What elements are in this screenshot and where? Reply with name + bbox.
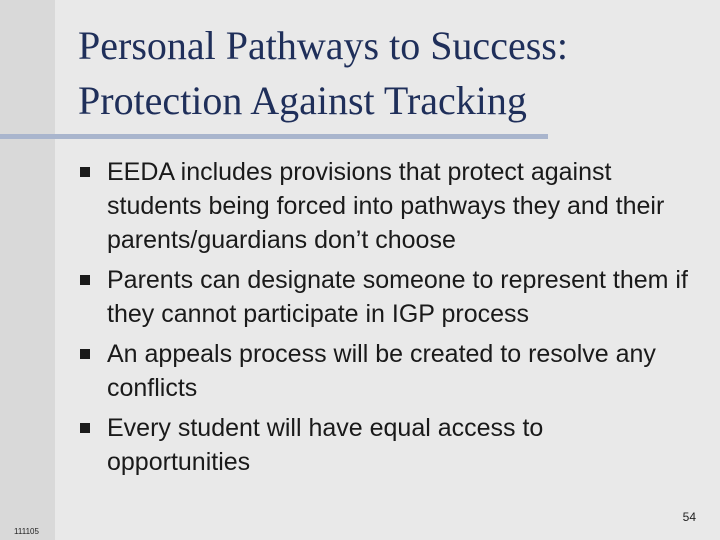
bullet-item-2 (80, 263, 690, 331)
bullet-text-4: Every student will have equal access to opportunities (107, 414, 544, 476)
title-line-2: Protection Against Tracking (78, 78, 527, 123)
bullet-item-4 (80, 411, 690, 479)
bullet-item-1 (80, 155, 690, 257)
bullet-item-3 (80, 337, 690, 405)
bullet-text-1: EEDA includes provisions that protect against students being forced into pathways they and their parents/guardians don’t choose (107, 158, 665, 254)
slide-title (78, 18, 678, 128)
square-bullet-icon (80, 423, 90, 433)
left-band-decoration (0, 0, 55, 540)
footer-code: 111105 (14, 527, 39, 536)
page-number: 54 (682, 510, 696, 524)
bullet-text-2: Parents can designate someone to represent them if they cannot participate in IGP process (107, 266, 688, 328)
bullet-list (80, 155, 690, 485)
bullet-text-3: An appeals process will be created to resolve any conflicts (107, 340, 656, 402)
square-bullet-icon (80, 167, 90, 177)
square-bullet-icon (80, 275, 90, 285)
square-bullet-icon (80, 349, 90, 359)
title-line-1: Personal Pathways to Success: (78, 23, 568, 68)
title-underline (0, 134, 548, 139)
